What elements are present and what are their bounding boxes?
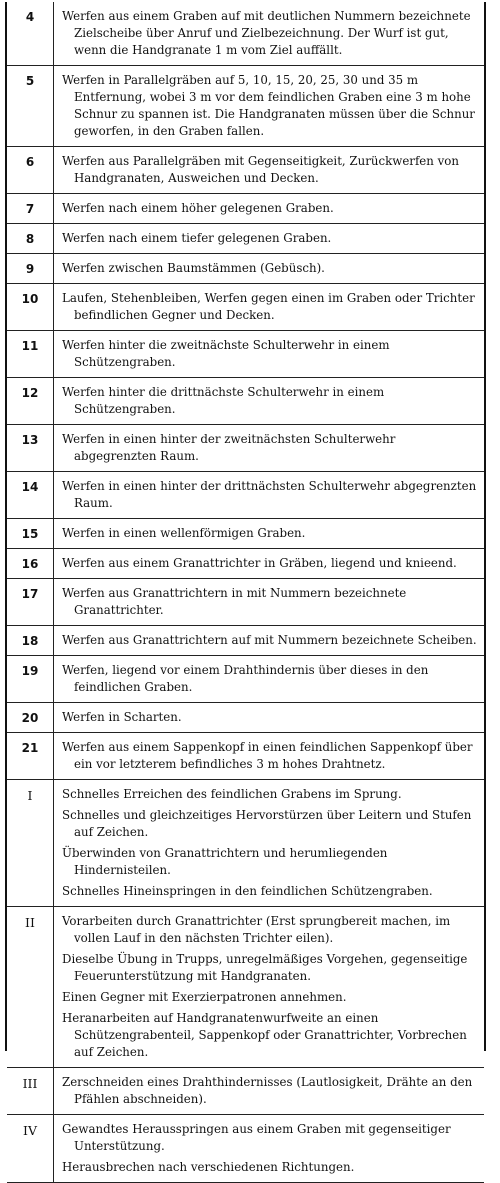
exercise-text-line: Schnelles Hineinspringen in den feindlichen Schützengraben. <box>62 884 433 898</box>
table-row <box>7 472 484 519</box>
exercise-number: II <box>7 907 54 1068</box>
table-row <box>7 194 484 224</box>
table-row <box>7 519 484 549</box>
exercise-description <box>54 284 485 331</box>
exercise-description <box>54 472 485 519</box>
table-row <box>7 626 484 656</box>
exercise-description <box>54 254 485 284</box>
exercise-description <box>54 656 485 703</box>
table-row <box>7 378 484 425</box>
exercise-text-line: Werfen aus Granattrichtern in mit Nummern bezeichnete Granattrichter. <box>62 586 407 617</box>
exercise-text-line: Werfen aus einem Sappenkopf in einen feindlichen Sappenkopf über ein vor letzterem befindliches 3 m hohes Drahtnetz. <box>62 740 473 771</box>
exercise-number: 13 <box>7 425 54 472</box>
exercise-table-page <box>5 2 486 1174</box>
exercise-text-line: Werfen in Scharten. <box>62 710 182 724</box>
exercise-description <box>54 425 485 472</box>
table-row <box>7 425 484 472</box>
exercise-text-line: Einen Gegner mit Exerzierpatronen annehmen. <box>62 990 347 1004</box>
exercise-text-line: Werfen aus einem Granattrichter in Gräben, liegend und knieend. <box>62 556 457 570</box>
table-row <box>7 331 484 378</box>
exercise-text-line: Dieselbe Übung in Trupps, unregelmäßiges Vorgehen, gegenseitige Feuerunterstützung mit Handgranaten. <box>62 952 468 983</box>
exercise-description <box>54 519 485 549</box>
exercise-description <box>54 626 485 656</box>
exercise-text-line: Werfen in Parallelgräben auf 5, 10, 15, 20, 25, 30 und 35 m Entfernung, wobei 3 m vor dem feindlichen Graben eine 3 m hohe Schnur zu spannen ist. Die Handgranaten müssen über die Schnur geworfen, in den Graben fallen. <box>62 73 475 138</box>
exercise-text-line: Laufen, Stehenbleiben, Werfen gegen einen im Graben oder Trichter befindlichen Gegner und Decken. <box>62 291 475 322</box>
exercise-text-line: Zerschneiden eines Drahthindernisses (Lautlosigkeit, Drähte an den Pfählen abschneiden). <box>62 1075 473 1106</box>
exercise-description <box>54 907 485 1068</box>
exercise-number: 17 <box>7 579 54 626</box>
table-row <box>7 66 484 147</box>
exercise-text-line: Werfen aus einem Graben auf mit deutlichen Nummern bezeichnete Zielscheibe über Anruf und Zielbezeichnung. Der Wurf ist gut, wenn die Handgranate 1 m vom Ziel auffällt. <box>62 9 471 57</box>
table-row <box>7 147 484 194</box>
table-row <box>7 549 484 579</box>
exercise-text-line: Heranarbeiten auf Handgranatenwurfweite an einen Schützengrabenteil, Sappenkopf oder Granattrichter, Vorbrechen auf Zeichen. <box>62 1011 467 1059</box>
exercise-text-line: Gewandtes Herausspringen aus einem Graben mit gegenseitiger Unterstützung. <box>62 1122 451 1153</box>
exercise-number: 21 <box>7 733 54 780</box>
exercise-number: 15 <box>7 519 54 549</box>
exercise-description <box>54 66 485 147</box>
exercise-number: 14 <box>7 472 54 519</box>
exercise-table-body <box>7 2 484 1183</box>
exercise-text-line: Werfen nach einem höher gelegenen Graben. <box>62 201 334 215</box>
exercise-number: 6 <box>7 147 54 194</box>
exercise-description <box>54 1115 485 1183</box>
exercise-description <box>54 703 485 733</box>
exercise-text-line: Werfen nach einem tiefer gelegenen Graben. <box>62 231 332 245</box>
table-row <box>7 1068 484 1115</box>
exercise-description <box>54 780 485 907</box>
exercise-number: 9 <box>7 254 54 284</box>
exercise-description <box>54 579 485 626</box>
exercise-number: 11 <box>7 331 54 378</box>
exercise-description <box>54 147 485 194</box>
exercise-number: 20 <box>7 703 54 733</box>
table-row <box>7 2 484 66</box>
exercise-description <box>54 194 485 224</box>
exercise-text-line: Werfen aus Parallelgräben mit Gegenseitigkeit, Zurückwerfen von Handgranaten, Ausweichen und Decken. <box>62 154 459 185</box>
exercise-number: 10 <box>7 284 54 331</box>
exercise-table <box>7 2 484 1183</box>
exercise-number: 12 <box>7 378 54 425</box>
table-row <box>7 907 484 1068</box>
exercise-text-line: Herausbrechen nach verschiedenen Richtungen. <box>62 1160 355 1174</box>
exercise-text-line: Werfen zwischen Baumstämmen (Gebüsch). <box>62 261 325 275</box>
exercise-text-line: Werfen hinter die drittnächste Schulterwehr in einem Schützengraben. <box>62 385 385 416</box>
exercise-text-line: Überwinden von Granattrichtern und herumliegenden Hindernisteilen. <box>62 846 388 877</box>
table-row <box>7 284 484 331</box>
table-row <box>7 733 484 780</box>
exercise-number: I <box>7 780 54 907</box>
exercise-description <box>54 1068 485 1115</box>
exercise-text-line: Schnelles Erreichen des feindlichen Grabens im Sprung. <box>62 787 402 801</box>
exercise-number: III <box>7 1068 54 1115</box>
exercise-number: 16 <box>7 549 54 579</box>
exercise-text-line: Werfen in einen hinter der drittnächsten Schulterwehr abgegrenzten Raum. <box>62 479 477 510</box>
exercise-number: 5 <box>7 66 54 147</box>
table-row <box>7 224 484 254</box>
exercise-number: IV <box>7 1115 54 1183</box>
exercise-number: 19 <box>7 656 54 703</box>
exercise-description <box>54 2 485 66</box>
exercise-description <box>54 224 485 254</box>
exercise-description <box>54 549 485 579</box>
exercise-description <box>54 733 485 780</box>
exercise-text-line: Werfen in einen hinter der zweitnächsten Schulterwehr abgegrenzten Raum. <box>62 432 396 463</box>
exercise-number: 7 <box>7 194 54 224</box>
exercise-text-line: Schnelles und gleichzeitiges Hervorstürzen über Leitern und Stufen auf Zeichen. <box>62 808 472 839</box>
exercise-text-line: Werfen hinter die zweitnächste Schulterwehr in einem Schützengraben. <box>62 338 390 369</box>
table-row <box>7 254 484 284</box>
table-row <box>7 703 484 733</box>
table-row <box>7 579 484 626</box>
exercise-description <box>54 331 485 378</box>
exercise-text-line: Vorarbeiten durch Granattrichter (Erst sprungbereit machen, im vollen Lauf in den nächsten Trichter eilen). <box>62 914 451 945</box>
exercise-text-line: Werfen in einen wellenförmigen Graben. <box>62 526 306 540</box>
exercise-number: 8 <box>7 224 54 254</box>
exercise-text-line: Werfen aus Granattrichtern auf mit Nummern bezeichnete Scheiben. <box>62 633 477 647</box>
exercise-text-line: Werfen, liegend vor einem Drahthindernis über dieses in den feindlichen Graben. <box>62 663 429 694</box>
exercise-number: 4 <box>7 2 54 66</box>
table-row <box>7 1115 484 1183</box>
table-row <box>7 780 484 907</box>
exercise-number: 18 <box>7 626 54 656</box>
exercise-description <box>54 378 485 425</box>
table-row <box>7 656 484 703</box>
